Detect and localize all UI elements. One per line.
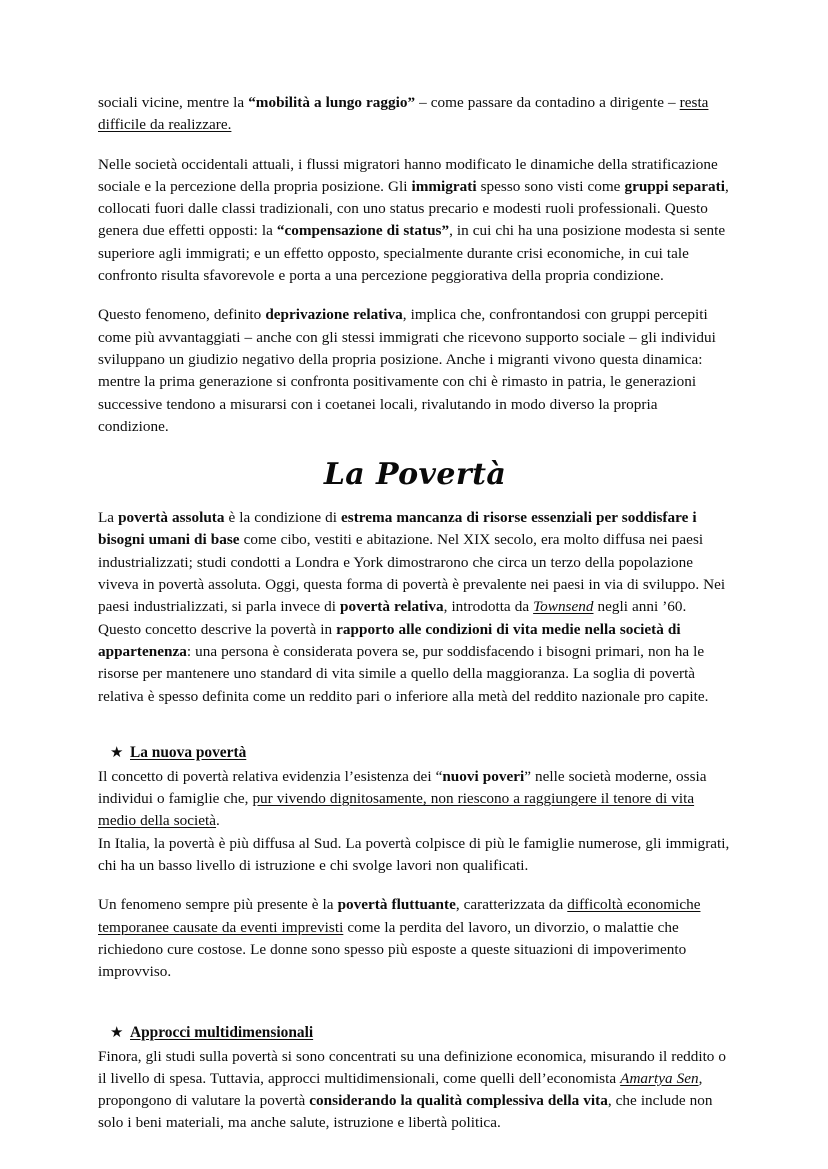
paragraph-italia-sud [98, 833, 732, 878]
text-run: Questo fenomeno, definito [98, 306, 266, 324]
text-run-underline: difficoltà economiche temporanee causate da eventi imprevisti [98, 896, 701, 936]
star-bullet-icon: ★ [110, 744, 124, 761]
text-run-bold: “compensazione di status” [276, 222, 450, 240]
text-run: Finora, gli studi sulla povertà si sono concentrati su una definizione economica, misurando il reddito o il livello di spesa. Tuttavia, approcci multidimensionali, come quelli dell’economista [98, 1047, 727, 1087]
text-run-bold: deprivazione relativa [265, 306, 403, 324]
text-run-bold: “mobilità a lungo raggio” [248, 94, 416, 111]
text-run-bold: nuovi poveri [442, 767, 525, 785]
text-run-bold: gruppi separati [624, 177, 725, 195]
text-run-bold: povertà assoluta [118, 509, 225, 527]
title-block [98, 455, 732, 495]
section-heading-label: Approcci multidimensionali [130, 1023, 314, 1041]
text-run-bold: povertà fluttuante [337, 896, 456, 914]
text-run-bold: estrema mancanza di risorse essenziali per soddisfare i bisogni umani di base [98, 509, 697, 549]
text-run-underline: pur vivendo dignitosamente, non riescono a raggiungere il tenore di vita medio della società [98, 790, 695, 830]
text-run: come la perdita del lavoro, un divorzio, o malattie che richiedono cure costose. Le donne sono spesso più esposte a queste situazioni di impoverimento improvviso. [98, 918, 687, 981]
text-run-bold: rapporto alle condizioni di vita medie nella società di appartenenza [98, 620, 681, 660]
text-run: : una persona è considerata povera se, pur soddisfacendo i bisogni primari, non ha le risorse per mantenere uno standard di vita simile a quello della maggioranza. La soglia di povertà relativa è spesso definita come un reddito pari o inferiore alla metà del reddito nazionale pro capite. [98, 642, 709, 705]
text-run: In Italia, la povertà è più diffusa al Sud. La povertà colpisce di più le famiglie numerose, gli immigrati, chi ha un basso livello di istruzione e chi svolge lavori non qualificati. [98, 834, 730, 875]
star-bullet-icon: ★ [110, 1024, 124, 1041]
paragraph-nuovi-poveri [98, 766, 732, 833]
text-run: Nelle società occidentali attuali, i flussi migratori hanno modificato le dinamiche della stratificazione sociale e la percezione della propria posizione. Gli [98, 155, 718, 195]
text-run: è la condizione di [224, 509, 342, 527]
text-run-bold: considerando la qualità complessiva della vita [309, 1092, 608, 1110]
paragraph-deprivazione-relativa [98, 304, 732, 438]
text-run: La [98, 509, 119, 527]
section-spacer [98, 1001, 732, 1021]
section-heading-label: La nuova povertà [130, 743, 247, 761]
text-run: . [216, 812, 220, 830]
text-run: sociali vicine, mentre la [98, 94, 249, 111]
document-body [98, 92, 732, 1135]
section-spacer [98, 725, 732, 741]
text-run-bold: immigrati [411, 177, 477, 195]
text-run: come cibo, vestiti e abitazione. Nel XIX secolo, era molto diffusa nei paesi industrializzati; studi condotti a Londra e York dimostrarono che circa un terzo della popolazione viveva in povertà assoluta. Oggi, questa forma di povertà è prevalente nei paesi in via di sviluppo. Nei paesi industrializzati, si parla invece di [98, 531, 726, 616]
text-run: , caratterizzata da [455, 896, 568, 914]
section-heading-approcci-multidimensionali [98, 1021, 732, 1045]
paragraph-flussi-migratori [98, 154, 732, 288]
text-run: , che include non solo i beni materiali, ma anche salute, istruzione e libertà politica. [98, 1092, 713, 1132]
text-run-citation-townsend: Townsend [533, 598, 594, 616]
paragraph-approcci-multidimensionali [98, 1046, 732, 1135]
text-run: – come passare da contadino a dirigente – [415, 94, 680, 111]
section-heading-la-nuova-poverta [98, 741, 732, 765]
text-run: , in cui chi ha una posizione modesta si sente superiore agli immigrati; e un effetto opposto, specialmente durante crisi economiche, in cui tale confronto risulta sfavorevole e porta a una percezione peggiorativa della propria condizione. [98, 222, 726, 285]
text-run-underline: resta difficile da realizzare. [98, 94, 709, 134]
text-run-citation-amartya-sen: Amartya Sen [620, 1069, 699, 1087]
text-run: , implica che, confrontandosi con gruppi percepiti come più avvantaggiati – anche con gli stessi immigrati che ricevono supporto sociale – gli individui sviluppano un giudizio negativo della propria posizione. Anche i migranti vivono questa dinamica: mentre la prima generazione si confronta positivamente con chi è rimasto in patria, le generazioni successive tendono a misurarsi con i coetanei locali, rivalutando in modo diverso la propria condizione. [98, 306, 716, 435]
text-run: spesso sono visti come [476, 177, 625, 195]
text-run-bold: povertà relativa [340, 598, 444, 616]
text-run: ” nelle società moderne, ossia individui o famiglie che, [98, 767, 707, 808]
paragraph-poverta-fluttuante [98, 894, 732, 983]
text-run: , introdotta da [443, 598, 534, 616]
text-run: , collocati fuori dalle classi tradizionali, con uno status precario e modesti ruoli professionali. Questo genera due effetti opposti: la [98, 177, 729, 240]
page-title: La Povertà [323, 457, 507, 493]
text-run: negli anni ’60. Questo concetto descrive la povertà in [98, 598, 687, 638]
paragraph-continuation-mobilita [98, 92, 732, 137]
paragraph-poverta-assoluta [98, 507, 732, 708]
text-run: Il concetto di povertà relativa evidenzia l’esistenza dei “ [98, 767, 443, 785]
text-run: Un fenomeno sempre più presente è la [98, 896, 338, 914]
text-run: , propongono di valutare la povertà [98, 1069, 703, 1110]
